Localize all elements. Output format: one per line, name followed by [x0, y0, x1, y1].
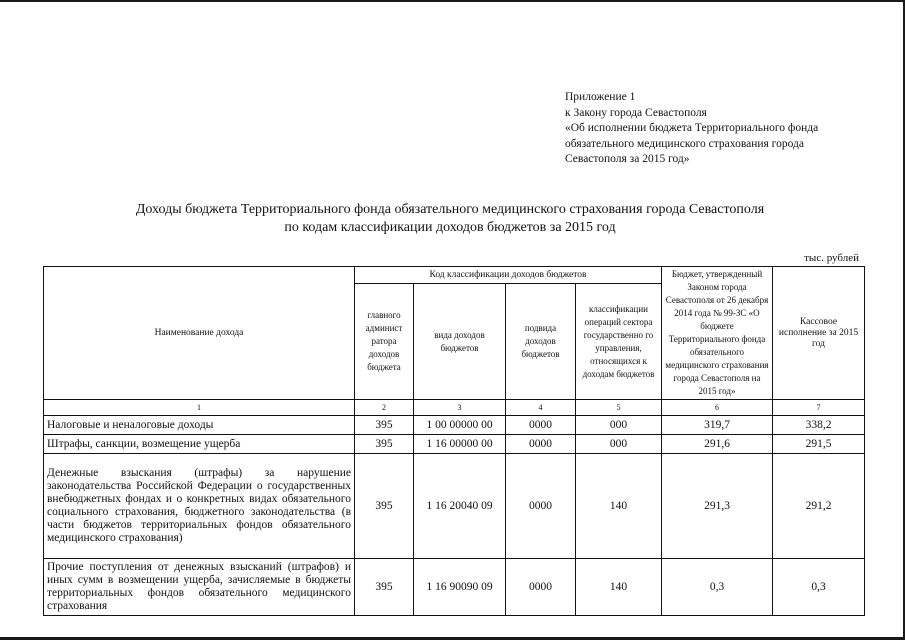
row-type-code: 1 16 20040 09 — [414, 454, 506, 559]
table-row — [44, 454, 865, 559]
row-type-code: 1 00 00000 00 — [414, 416, 506, 435]
row-operations-code: 140 — [576, 454, 662, 559]
row-subtype-code: 0000 — [506, 416, 576, 435]
column-number: 3 — [414, 400, 506, 416]
row-operations-code: 000 — [576, 435, 662, 454]
income-table — [43, 266, 865, 616]
row-name: Прочие поступления от денежных взысканий (штрафов) и иных сумм в возмещении ущерба, зачисляемые в бюджеты территориальных фондов обязательного медицинского страхования — [44, 559, 355, 616]
column-number: 6 — [662, 400, 773, 416]
column-number: 4 — [506, 400, 576, 416]
column-number: 1 — [44, 400, 355, 416]
appendix-line: «Об исполнении бюджета Территориального фонда — [565, 122, 819, 134]
header-admin: главного админист ратора доходов бюджета — [355, 284, 414, 400]
header-row-1 — [44, 267, 865, 284]
row-execution-value: 291,2 — [773, 454, 865, 559]
row-subtype-code: 0000 — [506, 559, 576, 616]
row-admin-code: 395 — [355, 559, 414, 616]
row-admin-code: 395 — [355, 435, 414, 454]
table-row — [44, 416, 865, 435]
title-line-1: Доходы бюджета Территориального фонда обязательного медицинского страхования города Севастополя — [135, 202, 765, 217]
row-admin-code: 395 — [355, 454, 414, 559]
row-execution-value: 0,3 — [773, 559, 865, 616]
row-type-code: 1 16 90090 09 — [414, 559, 506, 616]
row-subtype-code: 0000 — [506, 435, 576, 454]
header-operations: классификации операций сектора государственно го управления, относящихся к доходам бюджетов — [576, 284, 662, 400]
row-budget-value: 291,6 — [662, 435, 773, 454]
row-budget-value: 319,7 — [662, 416, 773, 435]
row-execution-value: 291,5 — [773, 435, 865, 454]
appendix-line: Приложение 1 — [565, 91, 636, 103]
row-name: Денежные взыскания (штрафы) за нарушение законодательства Российской Федерации о государственных внебюджетных фондах и о конкретных видах обязательного социального страхования, бюджетного законодательства (в части бюджетов территориальных фондов обязательного медицинского страхования) — [44, 454, 355, 559]
appendix-line: обязательного медицинского страхования города — [565, 137, 804, 150]
header-budget: Бюджет, утвержденный Законом города Севастополя от 26 декабря 2014 года № 99-ЗС «О бюджете Территориального фонда обязательного медицинского страхования города Севастополя на 2015 год» — [662, 267, 773, 400]
row-execution-value: 338,2 — [773, 416, 865, 435]
row-operations-code: 000 — [576, 416, 662, 435]
column-number: 7 — [773, 400, 865, 416]
column-number: 2 — [355, 400, 414, 416]
units-label: тыс. рублей — [804, 252, 859, 264]
appendix-note — [565, 90, 885, 168]
appendix-line: Севастополя за 2015 год» — [565, 153, 690, 165]
header-execution: Кассовое исполнение за 2015 год — [773, 267, 865, 400]
row-name: Налоговые и неналоговые доходы — [44, 416, 355, 435]
row-admin-code: 395 — [355, 416, 414, 435]
header-code-group: Код классификации доходов бюджетов — [355, 267, 662, 284]
row-type-code: 1 16 00000 00 — [414, 435, 506, 454]
table-row — [44, 435, 865, 454]
appendix-line: к Закону города Севастополя — [565, 106, 707, 119]
header-type: вида доходов бюджетов — [414, 284, 506, 400]
scan-border-top — [0, 0, 905, 2]
row-budget-value: 0,3 — [662, 559, 773, 616]
row-operations-code: 140 — [576, 559, 662, 616]
header-subtype: подвида доходов бюджетов — [506, 284, 576, 400]
column-number-row — [44, 400, 865, 416]
table-row — [44, 559, 865, 616]
header-name: Наименование дохода — [44, 267, 355, 400]
row-subtype-code: 0000 — [506, 454, 576, 559]
title-line-2: по кодам классификации доходов бюджетов за 2015 год — [284, 220, 616, 235]
document-title — [40, 201, 860, 237]
row-name: Штрафы, санкции, возмещение ущерба — [44, 435, 355, 454]
row-budget-value: 291,3 — [662, 454, 773, 559]
column-number: 5 — [576, 400, 662, 416]
